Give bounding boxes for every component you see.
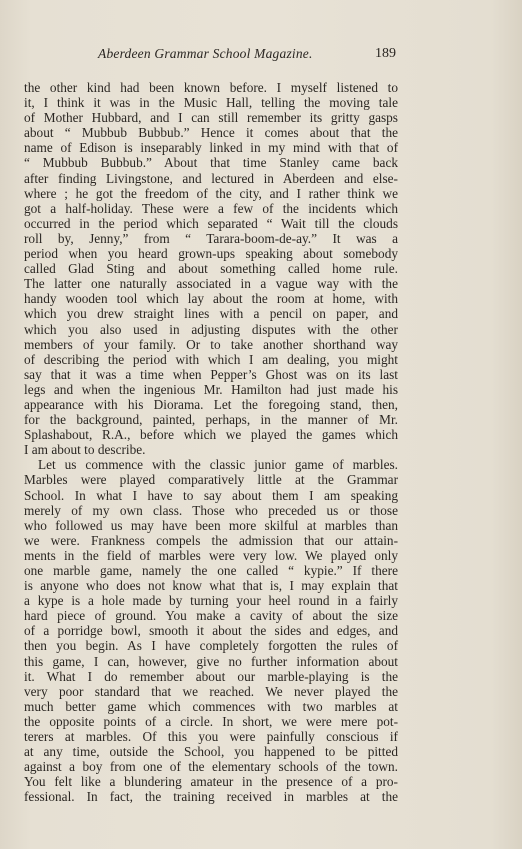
text-line: the opposite points of a circle. In short, we were mere pot- bbox=[24, 713, 398, 729]
text-line: which you drew straight lines with a pencil on paper, and bbox=[24, 306, 398, 322]
text-line: it, I think it was in the Music Hall, telling the moving tale bbox=[24, 95, 398, 111]
text-line: it. What I do remember about our marble-playing is the bbox=[24, 668, 398, 684]
text-line: for the background, painted, perhaps, in the manner of Mr. bbox=[24, 412, 398, 428]
body-text bbox=[24, 80, 398, 805]
text-line: name of Edison is inseparably linked in my mind with that of bbox=[24, 140, 398, 156]
text-line: Splashabout, R.A., before which we played the games which bbox=[24, 427, 398, 443]
paragraph bbox=[24, 80, 398, 457]
text-line: who followed us may have been more skilful at marbles than bbox=[24, 517, 398, 533]
text-line: about “ Mubbub Bubbub.” Hence it comes about that the bbox=[24, 125, 398, 141]
text-line: of describing the period with which I am dealing, you might bbox=[24, 351, 398, 367]
text-line: of a porridge bowl, smooth it about the sides and edges, and bbox=[24, 623, 398, 639]
text-line: we were. Frankness compels the admission that our attain- bbox=[24, 532, 398, 548]
text-line: occurred in the period which separated “ Wait till the clouds bbox=[24, 215, 398, 231]
running-title: Aberdeen Grammar School Magazine. bbox=[98, 46, 313, 61]
paragraph bbox=[24, 457, 398, 804]
text-line: Marbles were played comparatively little at the Grammar bbox=[24, 472, 398, 488]
text-line: ments in the field of marbles were very low. We played only bbox=[24, 547, 398, 563]
text-line: The latter one naturally associated in a vague way with the bbox=[24, 276, 398, 292]
text-line: You felt like a blundering amateur in the presence of a pro- bbox=[24, 774, 398, 790]
text-line: “ Mubbub Bubbub.” About that time Stanley came back bbox=[24, 155, 398, 171]
text-line: members of your family. Or to take another shorthand way bbox=[24, 336, 398, 352]
text-line: where ; he got the freedom of the city, and I rather think we bbox=[24, 185, 398, 201]
text-line: against a boy from one of the elementary schools of the town. bbox=[24, 759, 398, 775]
text-line: much better game which commences with two marbles at bbox=[24, 698, 398, 714]
page-number: 189 bbox=[375, 46, 396, 61]
text-line: Let us commence with the classic junior game of marbles. bbox=[38, 457, 398, 473]
text-line: roll by, Jenny,” from “ Tarara-boom-de-ay.” It was a bbox=[24, 230, 398, 246]
text-line: is anyone who does not know what that is, I may explain that bbox=[24, 578, 398, 594]
text-line: very poor standard that we reached. We never played the bbox=[24, 683, 398, 699]
text-line: legs and when the ingenious Mr. Hamilton had just made his bbox=[24, 381, 398, 397]
text-line: terers at marbles. Of this you were painfully conscious if bbox=[24, 729, 398, 745]
text-line: which you also used in adjusting disputes with the other bbox=[24, 321, 398, 337]
text-line: a kype is a hole made by turning your heel round in a fairly bbox=[24, 593, 398, 609]
text-line: this game, I can, however, give no further information about bbox=[24, 653, 398, 669]
text-line: merely of my own class. Those who preceded us or those bbox=[24, 502, 398, 518]
text-line: then you begin. As I have completely forgotten the rules of bbox=[24, 638, 398, 654]
text-line: say that it was a time when Pepper’s Ghost was on its last bbox=[24, 366, 398, 382]
page-header bbox=[24, 46, 396, 66]
text-line: the other kind had been known before. I myself listened to bbox=[24, 80, 398, 95]
text-line: fessional. In fact, the training received in marbles at the bbox=[24, 789, 398, 805]
text-line: handy wooden tool which lay about the room at home, with bbox=[24, 291, 398, 307]
text-line: one marble game, namely the one called “ kypie.” If there bbox=[24, 563, 398, 578]
text-line: hard piece of ground. You make a cavity of about the size bbox=[24, 608, 398, 624]
text-line: I am about to describe. bbox=[24, 442, 146, 458]
text-line: got a half-holiday. These were a few of the incidents which bbox=[24, 200, 398, 216]
text-line: called Glad Sting and about something called home rule. bbox=[24, 261, 398, 277]
text-line: after finding Livingstone, and lectured in Aberdeen and else- bbox=[24, 170, 398, 186]
text-line: School. In what I have to say about them I am speaking bbox=[24, 487, 398, 503]
text-line: at any time, outside the School, you happened to be pitted bbox=[24, 744, 398, 760]
text-line: period when you heard grown-ups speaking about somebody bbox=[24, 246, 398, 262]
text-line: appearance with his Diorama. Let the foregoing stand, then, bbox=[24, 396, 398, 412]
text-line: of Mother Hubbard, and I can still remember its gritty gasps bbox=[24, 110, 398, 126]
